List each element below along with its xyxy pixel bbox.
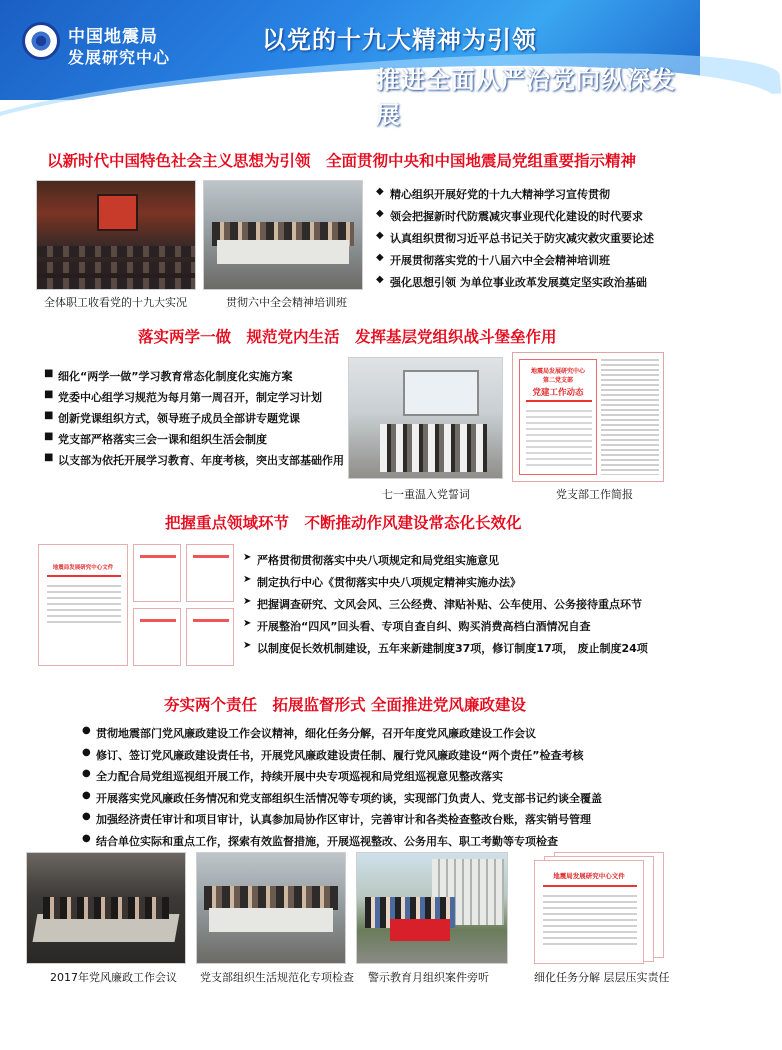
square-icon: ■ [44, 452, 54, 463]
org-logo-icon [22, 22, 60, 60]
diamond-icon: ◆ [376, 274, 384, 285]
list-item: ■ 以支部为依托开展学习教育、年度考核，突出支部基础作用 [44, 452, 344, 467]
caption-task-documents: 细化任务分解 层层压实责任 [534, 971, 670, 984]
list-item: ● 结合单位实际和重点工作，探索有效监督措施，开展巡视整改、公务用车、职工考勤等专项检查 [82, 832, 558, 848]
section3-list [243, 552, 648, 662]
task-doc-page [534, 860, 644, 964]
org-name-line2: 发展研究中心 [68, 48, 171, 67]
org-name-line1: 中国地震局 [68, 27, 158, 47]
circle-icon: ● [82, 789, 91, 801]
photo-plenum-training [203, 180, 363, 290]
section4-list [82, 725, 602, 854]
photo-party-oath [348, 357, 503, 479]
circle-icon: ● [82, 811, 91, 822]
list-item: ■ 创新党课组织方式，领导班子成员全部讲专题党课 [44, 410, 300, 425]
diamond-icon: ◆ [376, 186, 384, 197]
list-item: ● 开展落实党风廉政任务情况和党支部组织生活情况等专项约谈，实现部门负责人、党支部书记约谈全覆盖 [82, 789, 602, 805]
section2-title: 落实两学一做 规范党内生活 发挥基层党组织战斗堡垒作用 [138, 328, 557, 346]
triangle-icon: ➤ [243, 574, 252, 585]
list-item: ■ 党支部严格落实三会一课和组织生活会制度 [44, 431, 267, 446]
list-item: ➤ 开展整治“四风”回头看、专项自查自纠、购买消费高档白酒情况自查 [243, 618, 591, 633]
section1-title: 以新时代中国特色社会主义思想为引领 全面贯彻中央和中国地震局党组重要指示精神 [47, 152, 637, 170]
list-item: ◆ 认真组织贯彻习近平总书记关于防灾减灾救灾重要论述 [376, 230, 654, 245]
photo-integrity-meeting [26, 852, 186, 964]
list-item: ➤ 制定执行中心《贯彻落实中央八项规定精神实施办法》 [243, 574, 521, 589]
caption-court-hearing: 警示教育月组织案件旁听 [368, 971, 489, 984]
photo-watch-congress [36, 180, 196, 290]
section2-list [44, 368, 344, 473]
list-item: ■ 党委中心组学习规范为每月第一周召开，制定学习计划 [44, 389, 322, 404]
list-item: ● 全力配合局党组巡视组开展工作，持续开展中央专项巡视和局党组巡视意见整改落实 [82, 768, 503, 783]
list-item: ■ 细化“两学一做”学习教育常态化制度化实施方案 [44, 368, 293, 383]
poster-title-line1: 以党的十九大精神为引领 [262, 26, 537, 54]
caption-branch-inspection: 党支部组织生活规范化专项检查 [200, 971, 354, 984]
list-item: ◆ 精心组织开展好党的十九大精神学习宣传贯彻 [376, 186, 610, 201]
diamond-icon: ◆ [376, 208, 384, 219]
photo-branch-newsletter [512, 352, 664, 482]
triangle-icon: ➤ [243, 640, 252, 651]
list-item: ➤ 把握调查研究、文风会风、三公经费、津贴补贴、公车使用、公务接待重点环节 [243, 596, 642, 611]
section4-title: 夯实两个责任 拓展监督形式 全面推进党风廉政建设 [164, 696, 526, 714]
diamond-icon: ◆ [376, 252, 384, 263]
task-doc-heading: 地震局发展研究中心文件 [553, 872, 625, 880]
list-item: ➤ 以制度促长效机制建设，五年来新建制度37项，修订制度17项， 废止制度24项 [243, 640, 648, 655]
circle-icon: ● [82, 768, 91, 779]
list-item: ◆ 领会把握新时代防震减灾事业现代化建设的时代要求 [376, 208, 643, 223]
newsletter-org: 地震局发展研究中心 [530, 368, 585, 375]
section3-title: 把握重点领域环节 不断推动作风建设常态化长效化 [165, 514, 522, 532]
caption-integrity-meeting: 2017年党风廉政工作会议 [50, 971, 177, 984]
newsletter-cover [519, 359, 597, 475]
caption-branch-newsletter: 党支部工作简报 [556, 488, 633, 501]
circle-icon: ● [82, 832, 91, 844]
square-icon: ■ [44, 368, 54, 379]
photo-regulation-documents [36, 540, 236, 670]
list-item: ➤ 严格贯彻贯彻落实中央八项规定和局党组实施意见 [243, 552, 499, 567]
newsletter-branch: 第二党支部 [542, 377, 573, 384]
list-item: ◆ 强化思想引领 为单位事业改革发展奠定坚实政治基础 [376, 274, 647, 289]
triangle-icon: ➤ [243, 596, 252, 607]
caption-party-oath: 七一重温入党誓词 [382, 488, 470, 501]
list-item: ● 贯彻地震部门党风廉政建设工作会议精神，细化任务分解，召开年度党风廉政建设工作会议 [82, 725, 536, 740]
square-icon: ■ [44, 431, 54, 442]
triangle-icon: ➤ [243, 618, 252, 629]
circle-icon: ● [82, 746, 91, 758]
list-item: ● 修订、签订党风廉政建设责任书，开展党风廉政建设责任制、履行党风廉政建设“两个责任”检查考核 [82, 746, 584, 762]
photo-task-documents [518, 852, 674, 964]
caption-watch-congress: 全体职工收看党的十九大实况 [44, 296, 187, 309]
doc-heading: 地震局发展研究中心文件 [52, 565, 114, 571]
poster-title-line2: 推进全面从严治党向纵深发展 [376, 66, 676, 129]
square-icon: ■ [44, 389, 54, 400]
page-header [0, 0, 700, 129]
diamond-icon: ◆ [376, 230, 384, 241]
list-item: ● 加强经济责任审计和项目审计，认真参加局协作区审计，完善审计和各类检查整改台账，落实销号管理 [82, 811, 591, 826]
newsletter-title: 党建工作动态 [532, 388, 584, 398]
caption-plenum-training: 贯彻六中全会精神培训班 [226, 296, 347, 309]
newsletter-body-text [601, 359, 659, 475]
section1-list [376, 186, 654, 296]
photo-branch-inspection [196, 852, 346, 964]
list-item: ◆ 开展贯彻落实党的十八届六中全会精神培训班 [376, 252, 610, 267]
circle-icon: ● [82, 725, 91, 736]
photo-court-hearing [356, 852, 508, 964]
triangle-icon: ➤ [243, 552, 252, 563]
doc-page [38, 544, 128, 666]
square-icon: ■ [44, 410, 54, 421]
